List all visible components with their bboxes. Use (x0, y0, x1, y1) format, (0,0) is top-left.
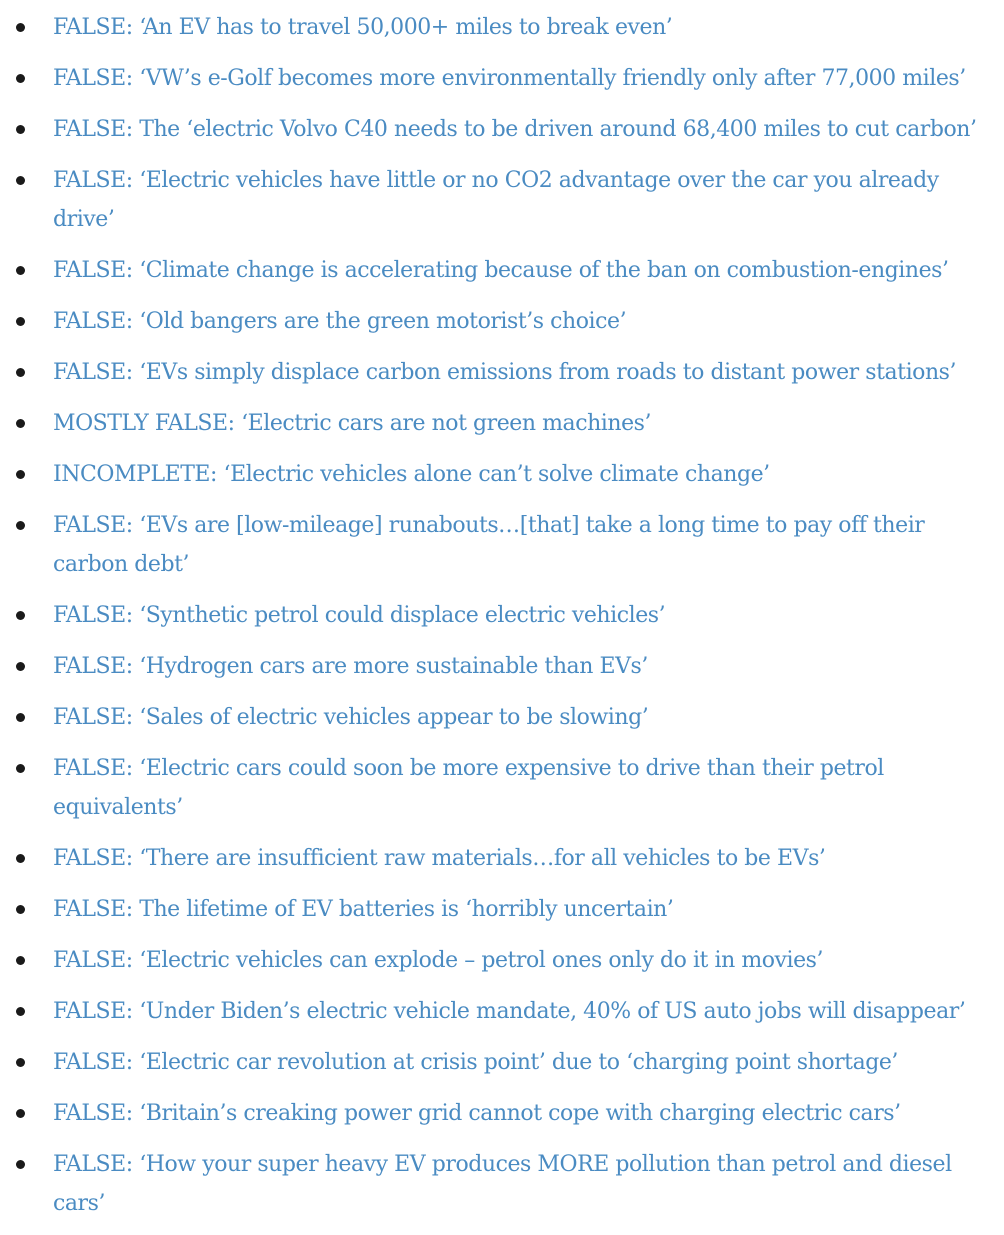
list-item (0, 647, 1004, 686)
list-item (0, 353, 1004, 392)
bullet-icon (16, 368, 25, 377)
claim-link[interactable]: FALSE: ‘Old bangers are the green motorist’s choice’ (53, 309, 627, 334)
claim-link[interactable]: FALSE: ‘Electric car revolution at crisis point’ due to ‘charging point shortage’ (53, 1050, 898, 1075)
bullet-icon (16, 470, 25, 479)
list-item (0, 1145, 1004, 1223)
bullet-icon (16, 521, 25, 530)
list-item (0, 59, 1004, 98)
claim-link[interactable]: FALSE: The ‘electric Volvo C40 needs to be driven around 68,400 miles to cut carbon’ (53, 117, 977, 142)
claim-link[interactable]: FALSE: ‘EVs are [low-mileage] runabouts…[that] take a long time to pay off their carbon debt’ (53, 513, 925, 577)
list-item (0, 8, 1004, 47)
claims-list (0, 8, 1004, 1235)
list-item (0, 596, 1004, 635)
bullet-icon (16, 713, 25, 722)
bullet-icon (16, 317, 25, 326)
claim-link[interactable]: FALSE: ‘Electric vehicles have little or no CO2 advantage over the car you already drive’ (53, 168, 939, 232)
bullet-icon (16, 854, 25, 863)
claim-link[interactable]: FALSE: ‘Hydrogen cars are more sustainable than EVs’ (53, 654, 648, 679)
bullet-icon (16, 125, 25, 134)
bullet-icon (16, 1160, 25, 1169)
bullet-icon (16, 419, 25, 428)
list-item (0, 698, 1004, 737)
list-item (0, 404, 1004, 443)
bullet-icon (16, 956, 25, 965)
bullet-icon (16, 23, 25, 32)
list-item (0, 941, 1004, 980)
bullet-icon (16, 662, 25, 671)
claim-link[interactable]: FALSE: ‘There are insufficient raw materials…for all vehicles to be EVs’ (53, 846, 826, 871)
list-item (0, 110, 1004, 149)
list-item (0, 506, 1004, 584)
claim-link[interactable]: FALSE: ‘How your super heavy EV produces MORE pollution than petrol and diesel cars’ (53, 1152, 952, 1216)
claim-link[interactable]: FALSE: ‘Electric cars could soon be more expensive to drive than their petrol equivalents’ (53, 756, 884, 820)
claim-link[interactable]: FALSE: ‘Britain’s creaking power grid cannot cope with charging electric cars’ (53, 1101, 901, 1126)
bullet-icon (16, 74, 25, 83)
list-item (0, 992, 1004, 1031)
claim-link[interactable]: FALSE: ‘Sales of electric vehicles appear to be slowing’ (53, 705, 649, 730)
bullet-icon (16, 905, 25, 914)
list-item (0, 1043, 1004, 1082)
claim-link[interactable]: INCOMPLETE: ‘Electric vehicles alone can’t solve climate change’ (53, 462, 770, 487)
claim-link[interactable]: FALSE: ‘Climate change is accelerating because of the ban on combustion-engines’ (53, 258, 949, 283)
list-item (0, 455, 1004, 494)
claim-link[interactable]: FALSE: The lifetime of EV batteries is ‘horribly uncertain’ (53, 897, 674, 922)
claim-link[interactable]: FALSE: ‘EVs simply displace carbon emissions from roads to distant power stations’ (53, 360, 957, 385)
claim-link[interactable]: MOSTLY FALSE: ‘Electric cars are not green machines’ (53, 411, 652, 436)
claim-link[interactable]: FALSE: ‘Synthetic petrol could displace electric vehicles’ (53, 603, 666, 628)
claim-link[interactable]: FALSE: ‘Electric vehicles can explode – petrol ones only do it in movies’ (53, 948, 824, 973)
bullet-icon (16, 1058, 25, 1067)
claim-link[interactable]: FALSE: ‘Under Biden’s electric vehicle mandate, 40% of US auto jobs will disappear’ (53, 999, 966, 1024)
list-item (0, 251, 1004, 290)
bullet-icon (16, 764, 25, 773)
list-item (0, 749, 1004, 827)
list-item (0, 890, 1004, 929)
bullet-icon (16, 176, 25, 185)
bullet-icon (16, 1109, 25, 1118)
bullet-icon (16, 611, 25, 620)
claim-link[interactable]: FALSE: ‘VW’s e-Golf becomes more environmentally friendly only after 77,000 miles’ (53, 66, 966, 91)
claim-link[interactable]: FALSE: ‘An EV has to travel 50,000+ miles to break even’ (53, 15, 673, 40)
bullet-icon (16, 1007, 25, 1016)
list-item (0, 161, 1004, 239)
list-item (0, 1094, 1004, 1133)
bullet-icon (16, 266, 25, 275)
list-item (0, 839, 1004, 878)
list-item (0, 302, 1004, 341)
